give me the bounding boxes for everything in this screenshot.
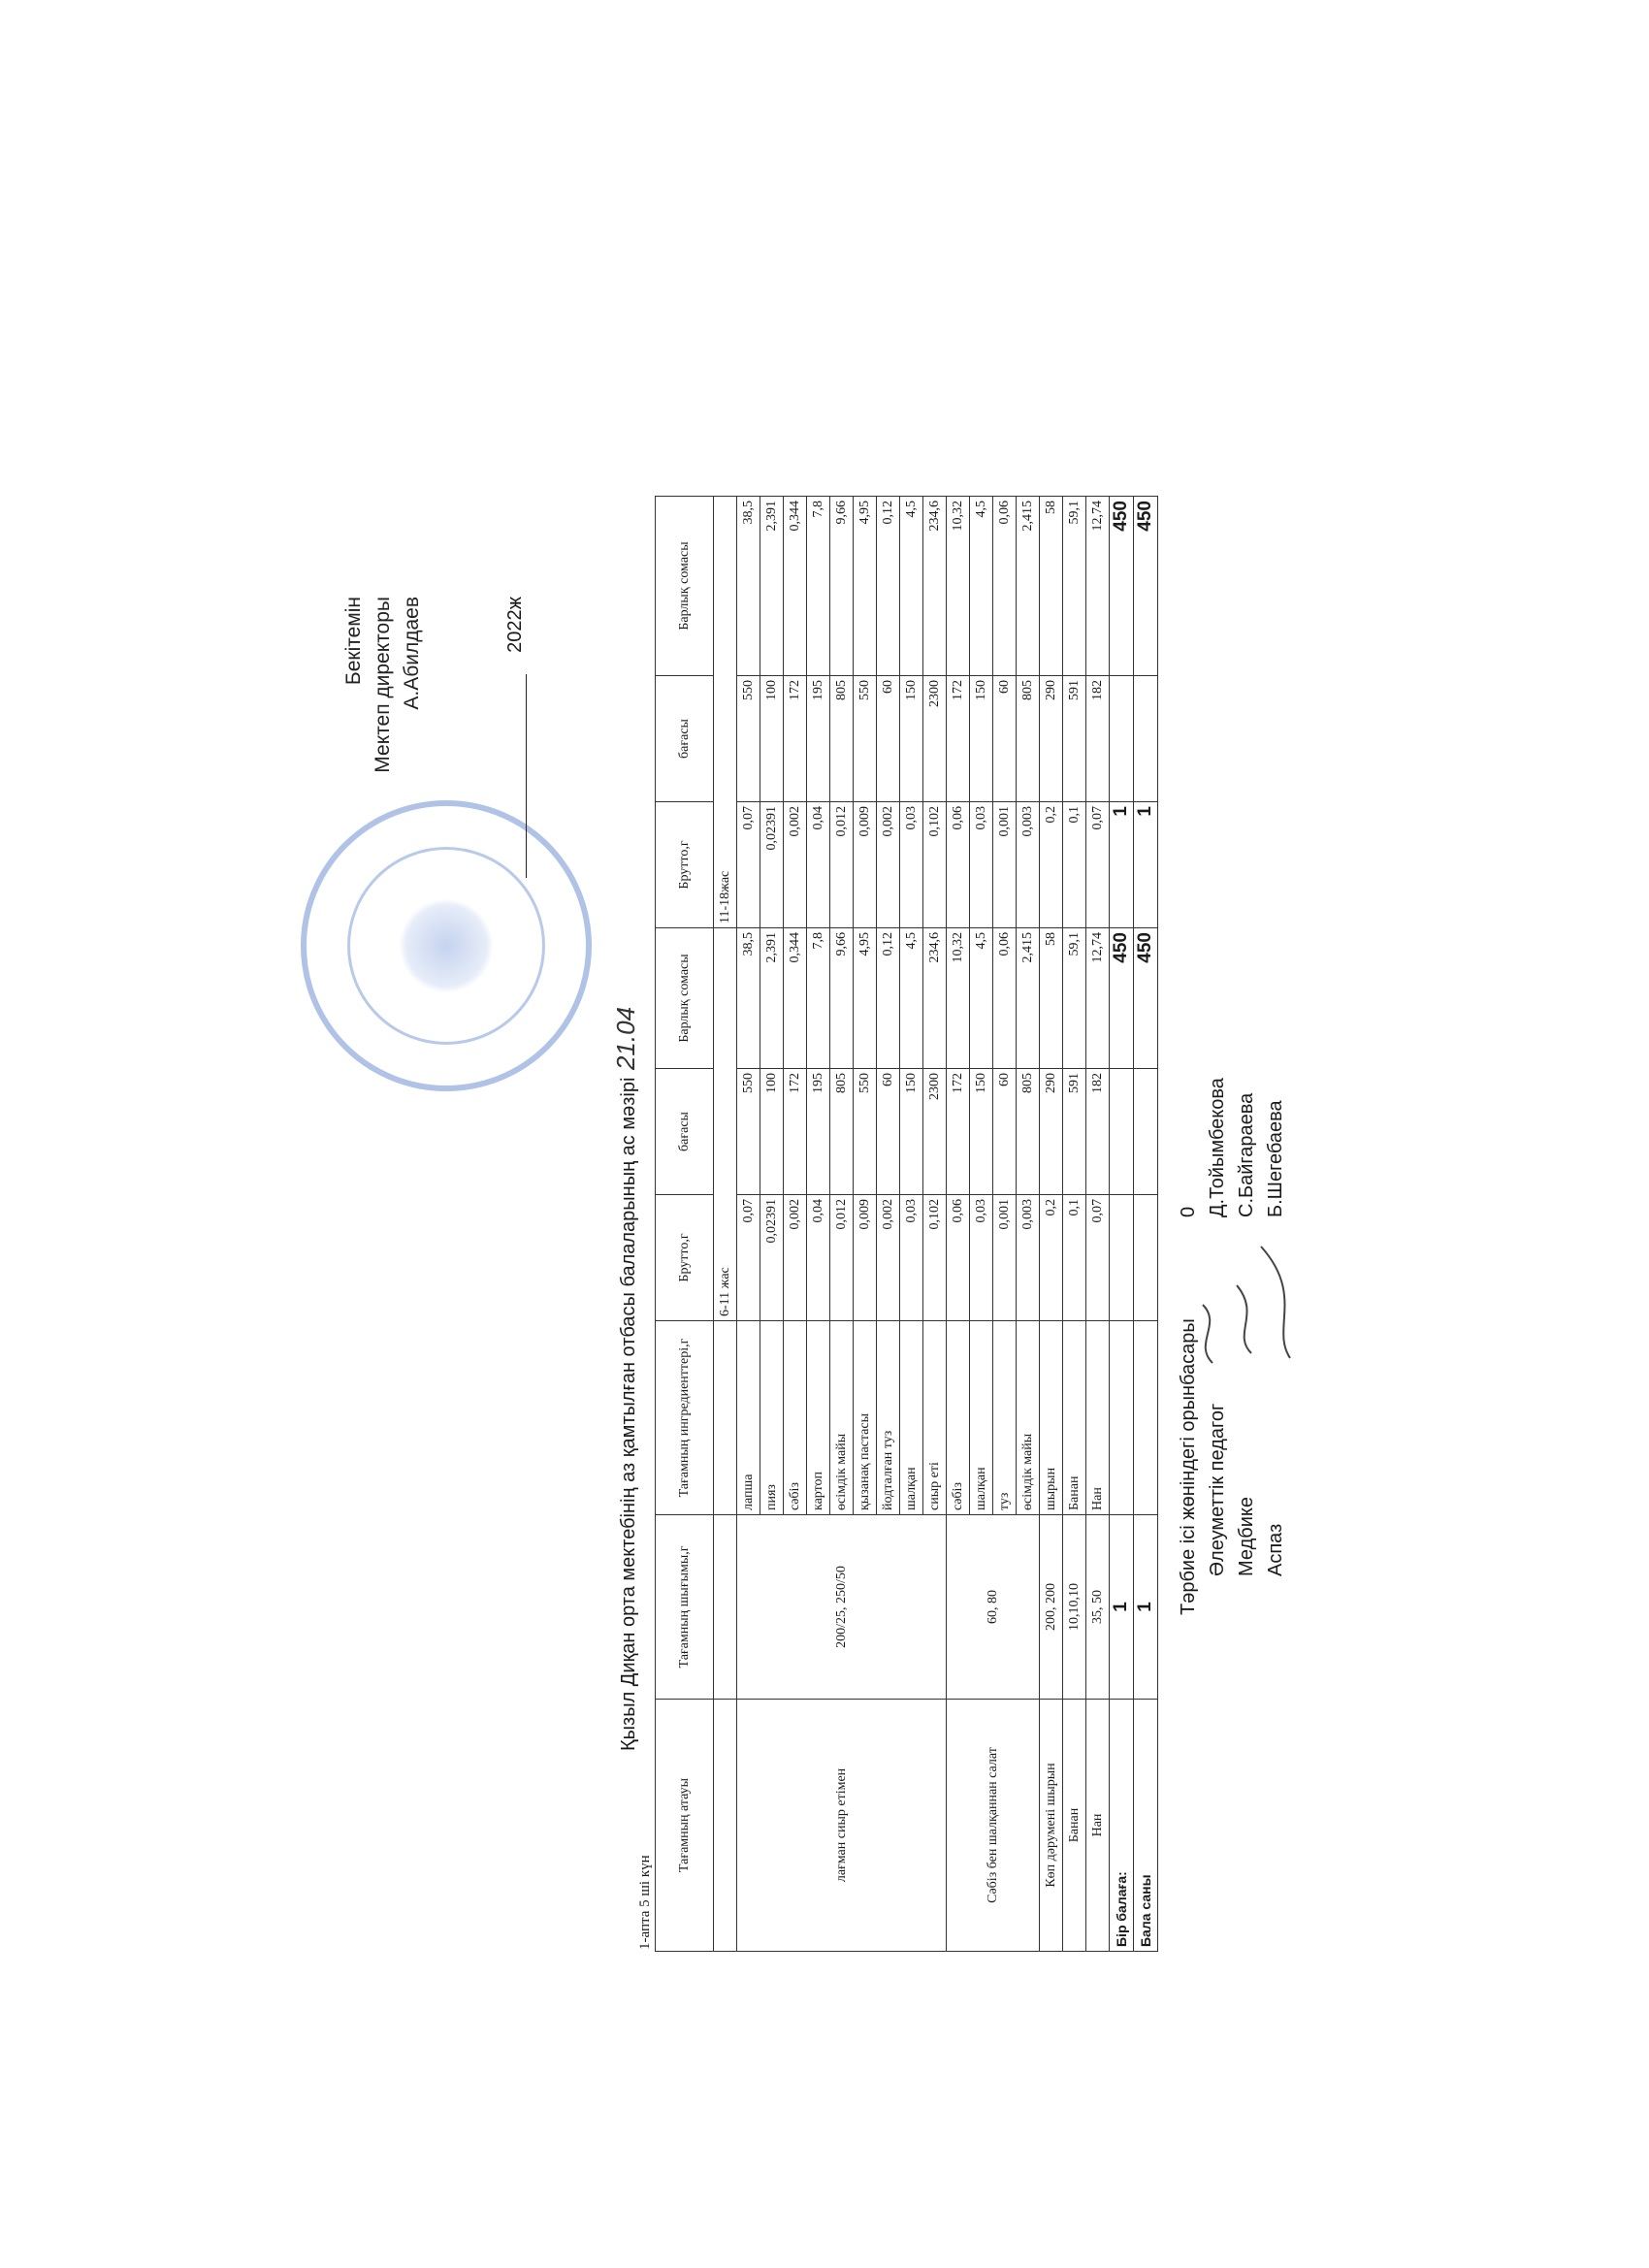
ingredient-name: сәбіз [947,1321,970,1515]
ingredient-value: 150 [900,1069,923,1195]
ingredient-value: 10,32 [947,928,970,1069]
ingredient-value: 0,009 [854,802,877,928]
ingredient-value: 4,5 [900,928,923,1069]
ingredient-value: 150 [970,1069,993,1195]
ingredient-value: 0,344 [784,928,807,1069]
ingredient-value: 805 [1017,1069,1040,1195]
ingredient-value: 4,5 [970,928,993,1069]
menu-title: Қызыл Диқан орта мектебінің аз қамтылған отбасы балаларының ас мәзірі [618,1077,639,1751]
ingredient-value: 10,32 [947,497,970,676]
ingredient-value: 0,03 [970,802,993,928]
ingredient-value: 172 [947,676,970,802]
ingredient-value: 0,002 [877,802,900,928]
table-row [737,497,760,1952]
ingredient-value: 7,8 [807,497,830,676]
ingredient-value: 0,002 [784,802,807,928]
total-row [1134,497,1158,1952]
column-header: Тағамның ингредиенттері,г [656,1321,714,1515]
ingredient-value: 290 [1040,1069,1063,1195]
ingredient-value: 4,5 [970,497,993,676]
ingredient-value: 0,07 [737,1195,760,1321]
ingredient-value: 60 [993,676,1017,802]
ingredient-name: картоп [807,1321,830,1515]
dish-name: Банан [1063,1700,1086,1952]
ingredient-name: туз [993,1321,1017,1515]
table-cell [714,1321,737,1515]
ingredient-value: 150 [900,676,923,802]
ingredient-value: 60 [993,1069,1017,1195]
ingredient-value: 2300 [923,676,947,802]
ingredient-value: 4,95 [854,928,877,1069]
ingredient-value: 38,5 [737,928,760,1069]
age-group-row [714,497,737,1952]
dish-name: Нан [1086,1700,1110,1952]
ingredient-value: 0,2 [1040,802,1063,928]
column-header: Барлық сомасы [656,928,714,1069]
ingredient-value: 0,002 [877,1195,900,1321]
ingredient-name: өсімдік майы [830,1321,854,1515]
ingredient-value: 591 [1063,676,1086,802]
handwritten-signatures-icon [1183,1237,1319,1373]
ingredient-value: 0,12 [877,928,900,1069]
dish-name: лағман сиыр етімен [737,1700,947,1952]
total-label: Бала саны [1134,1700,1158,1952]
total-sum: 450 [1110,928,1134,1069]
dish-name: Көп дәрумені шырын [1040,1700,1063,1952]
ingredient-value: 2,415 [1017,928,1040,1069]
ingredient-name: сәбіз [784,1321,807,1515]
ingredient-value: 58 [1040,928,1063,1069]
signature-role: Медбике [1236,1497,1257,1576]
table-cell [1110,676,1134,802]
ingredient-value: 591 [1063,1069,1086,1195]
table-row [1040,497,1063,1952]
column-header: бағасы [656,1069,714,1195]
ingredient-value: 805 [1017,676,1040,802]
ingredient-value: 0,06 [947,1195,970,1321]
ingredient-name: лапша [737,1321,760,1515]
table-cell [1110,1195,1134,1321]
ingredient-value: 60 [877,676,900,802]
dish-yield: 200/25, 250/50 [737,1515,947,1700]
signature-role: Әлеуметтік педагог [1207,1403,1228,1576]
ingredient-value: 0,03 [900,802,923,928]
age-group-label: 6-11 жас [714,928,737,1321]
ingredient-name: шалқан [970,1321,993,1515]
ingredient-value: 9,66 [830,497,854,676]
ingredient-value: 58 [1040,497,1063,676]
ingredient-name: Нан [1086,1321,1110,1515]
ingredient-value: 12,74 [1086,497,1110,676]
dish-yield: 10,10,10 [1063,1515,1086,1700]
table-cell [714,1515,737,1700]
signature-role: Тәрбие ісі жөніндегі орынбасары [1178,1318,1199,1615]
ingredient-value: 4,5 [900,497,923,676]
signature-name: Б.Шегебаева [1265,1100,1286,1217]
column-header: Тағамның атауы [656,1700,714,1952]
ingredient-value: 0,04 [807,802,830,928]
approval-block [340,597,427,946]
table-row [1063,497,1086,1952]
ingredient-value: 805 [830,676,854,802]
ingredient-value: 182 [1086,676,1110,802]
total-sum: 450 [1134,497,1158,676]
column-header: Брутто,г [656,1195,714,1321]
total-count: 1 [1134,1515,1158,1700]
ingredient-value: 172 [784,676,807,802]
ingredient-value: 0,2 [1040,1195,1063,1321]
table-cell [1134,1321,1158,1515]
ingredient-name: өсімдік майы [1017,1321,1040,1515]
ingredient-value: 0,001 [993,802,1017,928]
ingredient-value: 0,06 [993,928,1017,1069]
ingredient-value: 7,8 [807,928,830,1069]
approval-title: Бекітемін [342,597,365,686]
total-label: Бір балаға: [1110,1700,1134,1952]
table-header-row [656,497,714,1952]
dish-name: Сәбіз бен шалқаннан салат [947,1700,1040,1952]
ingredient-value: 0,012 [830,1195,854,1321]
ingredient-value: 2,391 [760,928,784,1069]
signature-name: Д.Тойымбекова [1207,1078,1228,1217]
ingredient-value: 550 [737,1069,760,1195]
ingredient-value: 0,1 [1063,802,1086,928]
signature-names [1174,1078,1290,1217]
ingredient-value: 234,6 [923,928,947,1069]
total-sum: 450 [1134,928,1158,1069]
ingredient-value: 195 [807,1069,830,1195]
ingredient-value: 550 [854,1069,877,1195]
menu-document [301,267,1348,1974]
ingredient-name: йодталған туз [877,1321,900,1515]
signature-name: С.Байгараева [1236,1092,1257,1217]
ingredient-value: 2,415 [1017,497,1040,676]
ingredient-value: 4,95 [854,497,877,676]
ingredient-name: сиыр еті [923,1321,947,1515]
ingredient-value: 60 [877,1069,900,1195]
ingredient-value: 550 [854,676,877,802]
ingredient-value: 100 [760,1069,784,1195]
approval-position: Мектеп директоры [372,597,394,773]
ingredient-value: 172 [947,1069,970,1195]
ingredient-value: 182 [1086,1069,1110,1195]
table-row [1086,497,1110,1952]
ingredient-value: 172 [784,1069,807,1195]
ingredient-value: 0,06 [947,802,970,928]
table-cell [1134,1195,1158,1321]
week-day-label: 1-апта 5 ші күн [637,1855,653,1950]
ingredient-value: 0,07 [1086,1195,1110,1321]
total-count: 1 [1110,802,1134,928]
table-cell [714,1700,737,1952]
ingredient-value: 0,02391 [760,802,784,928]
ingredient-value: 0,12 [877,497,900,676]
ingredient-value: 2300 [923,1069,947,1195]
dish-yield: 60, 80 [947,1515,1040,1700]
ingredient-value: 59,1 [1063,497,1086,676]
column-header: Тағамның шығымы,г [656,1515,714,1700]
table-row [947,497,970,1952]
column-header: бағасы [656,676,714,802]
total-count: 1 [1134,802,1158,928]
ingredient-value: 0,1 [1063,1195,1086,1321]
ingredient-value: 0,344 [784,497,807,676]
age-group-label: 11-18жас [714,497,737,928]
ingredient-value: 59,1 [1063,928,1086,1069]
ingredient-name: пияз [760,1321,784,1515]
ingredient-name: қызанақ пастасы [854,1321,877,1515]
ingredient-value: 805 [830,1069,854,1195]
ingredient-value: 0,06 [993,497,1017,676]
menu-table [655,496,1158,1952]
ingredient-value: 0,04 [807,1195,830,1321]
approval-name: А.Абилдаев [401,597,423,710]
ingredient-value: 0,009 [854,1195,877,1321]
ingredient-value: 2,391 [760,497,784,676]
ingredient-name: шалқан [900,1321,923,1515]
table-cell [1110,1321,1134,1515]
handwritten-date: 21.04 [611,1006,640,1071]
ingredient-value: 0,03 [970,1195,993,1321]
signature-name: 0 [1178,1206,1199,1217]
ingredient-value: 234,6 [923,497,947,676]
ingredient-value: 0,003 [1017,1195,1040,1321]
dish-yield: 35, 50 [1086,1515,1110,1700]
ingredient-value: 0,02391 [760,1195,784,1321]
total-count: 1 [1110,1515,1134,1700]
ingredient-name: Банан [1063,1321,1086,1515]
ingredient-value: 290 [1040,676,1063,802]
ingredient-value: 195 [807,676,830,802]
ingredient-value: 0,003 [1017,802,1040,928]
table-cell [1134,676,1158,802]
ingredient-value: 12,74 [1086,928,1110,1069]
ingredient-value: 0,03 [900,1195,923,1321]
total-sum: 450 [1110,497,1134,676]
ingredient-value: 38,5 [737,497,760,676]
ingredient-value: 0,001 [993,1195,1017,1321]
dish-yield: 200, 200 [1040,1515,1063,1700]
ingredient-value: 100 [760,676,784,802]
column-header: Брутто,г [656,802,714,928]
ingredient-value: 0,012 [830,802,854,928]
ingredient-value: 550 [737,676,760,802]
ingredient-value: 0,07 [1086,802,1110,928]
approval-date: 2022ж [504,597,526,653]
ingredient-value: 0,002 [784,1195,807,1321]
ingredient-value: 0,07 [737,802,760,928]
ingredient-value: 9,66 [830,928,854,1069]
total-row [1110,497,1134,1952]
ingredient-value: 0,102 [923,1195,947,1321]
column-header: Барлық сомасы [656,497,714,676]
page-title [611,267,641,1974]
signature-role: Аспаз [1265,1523,1286,1576]
table-cell [1110,1069,1134,1195]
ingredient-value: 150 [970,676,993,802]
ingredient-name: шырын [1040,1321,1063,1515]
table-cell [1134,1069,1158,1195]
ingredient-value: 0,102 [923,802,947,928]
